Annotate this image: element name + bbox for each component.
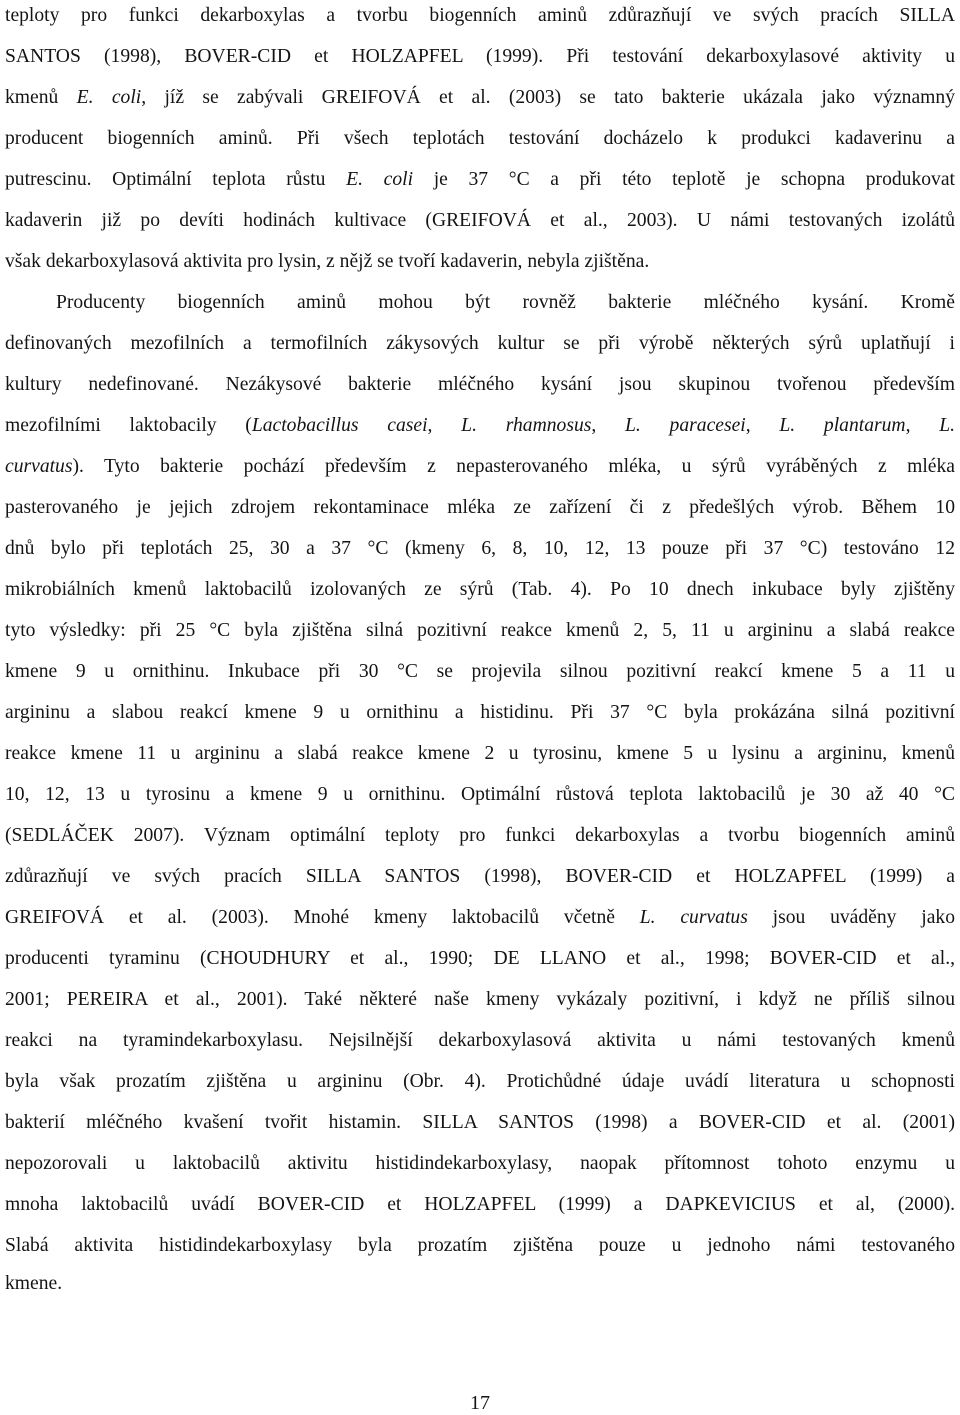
text-segment: , [905, 415, 940, 436]
text-segment: , [591, 415, 626, 436]
text-line [5, 86, 955, 110]
text-line [5, 1272, 955, 1296]
text-line [5, 250, 955, 274]
text-segment: reakci na tyramindekarboxylasu. Nejsilnější dekarboxylasová aktivita u námi testovaných kmenů [5, 1030, 955, 1051]
italic-species-name: L. [939, 415, 955, 436]
text-segment: mezofilními laktobacily ( [5, 415, 252, 436]
text-line [5, 865, 955, 889]
text-segment: kmene. [5, 1273, 63, 1294]
text-segment: SANTOS (1998), BOVER-CID et HOLZAPFEL (1999). Při testování dekarboxylasové aktivity u [5, 46, 955, 67]
text-line [5, 45, 955, 69]
italic-species-name: L. rhamnosus [461, 415, 592, 436]
italic-species-name: E. coli [76, 87, 142, 108]
text-line [5, 742, 955, 766]
text-segment: však dekarboxylasová aktivita pro lysin, z nějž se tvoří kadaverin, nebyla zjištěna. [5, 251, 650, 272]
text-segment: kultury nedefinované. Nezákysové bakterie mléčného kysání jsou skupinou tvořenou především [5, 374, 955, 395]
text-line [5, 619, 955, 643]
text-segment: bakterií mléčného kvašení tvořit histamin. SILLA SANTOS (1998) a BOVER-CID et al. (2001) [5, 1112, 955, 1133]
text-segment: kmenů [5, 87, 77, 108]
text-segment: , jíž se zabývali GREIFOVÁ et al. (2003) se tato bakterie ukázala jako významný [141, 87, 955, 108]
text-segment: tyto výsledky: při 25 °C byla zjištěna silná pozitivní reakce kmenů 2, 5, 11 u argininu a slabá reakce [5, 620, 955, 641]
text-segment: producent biogenních aminů. Při všech teplotách testování docházelo k produkci kadaverinu a [5, 128, 955, 149]
text-segment: Slabá aktivita histidindekarboxylasy byla prozatím zjištěna pouze u jednoho námi testovaného [5, 1235, 955, 1256]
text-line [5, 4, 955, 28]
text-line [5, 824, 955, 848]
text-line [5, 701, 955, 725]
text-segment: 10, 12, 13 u tyrosinu a kmene 9 u ornithinu. Optimální růstová teplota laktobacilů je 30 až 40 °C [5, 784, 955, 805]
italic-species-name: Lactobacillus casei [251, 415, 428, 436]
text-segment: , [427, 415, 462, 436]
text-line [5, 578, 955, 602]
text-segment: mnoha laktobacilů uvádí BOVER-CID et HOLZAPFEL (1999) a DAPKEVICIUS et al, (2000). [5, 1194, 955, 1215]
text-segment: (SEDLÁČEK 2007). Význam optimální teploty pro funkci dekarboxylas a tvorbu biogenních aminů [5, 825, 955, 846]
text-line [5, 127, 955, 151]
text-line [5, 1234, 955, 1258]
text-segment: kadaverin již po devíti hodinách kultivace (GREIFOVÁ et al., 2003). U námi testovaných izolátů [5, 210, 955, 231]
text-segment: ). Tyto bakterie pochází především z nepasterovaného mléka, u sýrů vyráběných z mléka [72, 456, 955, 477]
text-segment: GREIFOVÁ et al. (2003). Mnohé kmeny laktobacilů včetně [5, 907, 640, 928]
text-segment: argininu a slabou reakcí kmene 9 u ornithinu a histidinu. Při 37 °C byla prokázána silná pozitivní [5, 702, 955, 723]
text-line [5, 1111, 955, 1135]
text-line [5, 496, 955, 520]
text-line [5, 373, 955, 397]
italic-species-name: L. curvatus [639, 907, 748, 928]
text-segment: definovaných mezofilních a termofilních zákysových kultur se při výrobě některých sýrů uplatňují i [5, 333, 955, 354]
italic-species-name: E. coli [346, 169, 414, 190]
text-line [5, 783, 955, 807]
text-segment: byla však prozatím zjištěna u argininu (Obr. 4). Protichůdné údaje uvádí literatura u schopnosti [5, 1071, 955, 1092]
text-segment: teploty pro funkci dekarboxylas a tvorbu biogenních aminů zdůrazňují ve svých pracích SILLA [5, 5, 955, 26]
text-line [5, 414, 955, 438]
text-line [5, 209, 955, 233]
text-segment: Producenty biogenních aminů mohou být rovněž bakterie mléčného kysání. Kromě [56, 292, 955, 313]
text-segment: reakce kmene 11 u argininu a slabá reakce kmene 2 u tyrosinu, kmene 5 u lysinu a argininu, kmenů [5, 743, 955, 764]
text-segment: putrescinu. Optimální teplota růstu [5, 169, 347, 190]
text-line [5, 660, 955, 684]
text-segment: zdůrazňují ve svých pracích SILLA SANTOS (1998), BOVER-CID et HOLZAPFEL (1999) a [5, 866, 955, 887]
italic-species-name: L. paracesei [625, 415, 746, 436]
text-line [5, 947, 955, 971]
text-segment: producenti tyraminu (CHOUDHURY et al., 1990; DE LLANO et al., 1998; BOVER-CID et al., [5, 948, 955, 969]
text-line [5, 537, 955, 561]
italic-species-name: L. plantarum [779, 415, 906, 436]
page-number: 17 [470, 1392, 490, 1414]
text-segment: nepozorovali u laktobacilů aktivitu histidindekarboxylasy, naopak přítomnost tohoto enzymu u [5, 1153, 955, 1174]
italic-species-name: curvatus [5, 456, 73, 477]
text-segment: 2001; PEREIRA et al., 2001). Také některé naše kmeny vykázaly pozitivní, i když ne příliš silnou [5, 989, 955, 1010]
text-segment: pasterovaného je jejich zdrojem rekontaminace mléka ze zařízení či z předešlých výrob. Během 10 [5, 497, 955, 518]
text-segment: je 37 °C a při této teplotě je schopna produkovat [413, 169, 955, 190]
text-line [5, 332, 955, 356]
text-line [5, 168, 955, 192]
text-line [5, 1193, 955, 1217]
text-segment: dnů bylo při teplotách 25, 30 a 37 °C (kmeny 6, 8, 10, 12, 13 pouze při 37 °C) testováno 12 [5, 538, 955, 559]
text-segment: kmene 9 u ornithinu. Inkubace při 30 °C se projevila silnou pozitivní reakcí kmene 5 a 11 u [5, 661, 955, 682]
text-line [5, 988, 955, 1012]
text-line [5, 906, 955, 930]
text-segment: , [745, 415, 780, 436]
text-segment: jsou uváděny jako [747, 907, 955, 928]
text-line [5, 1152, 955, 1176]
text-line [56, 291, 955, 315]
text-line [5, 1029, 955, 1053]
text-segment: mikrobiálních kmenů laktobacilů izolovaných ze sýrů (Tab. 4). Po 10 dnech inkubace byly zjištěny [5, 579, 955, 600]
text-line [5, 1070, 955, 1094]
text-line [5, 455, 955, 479]
